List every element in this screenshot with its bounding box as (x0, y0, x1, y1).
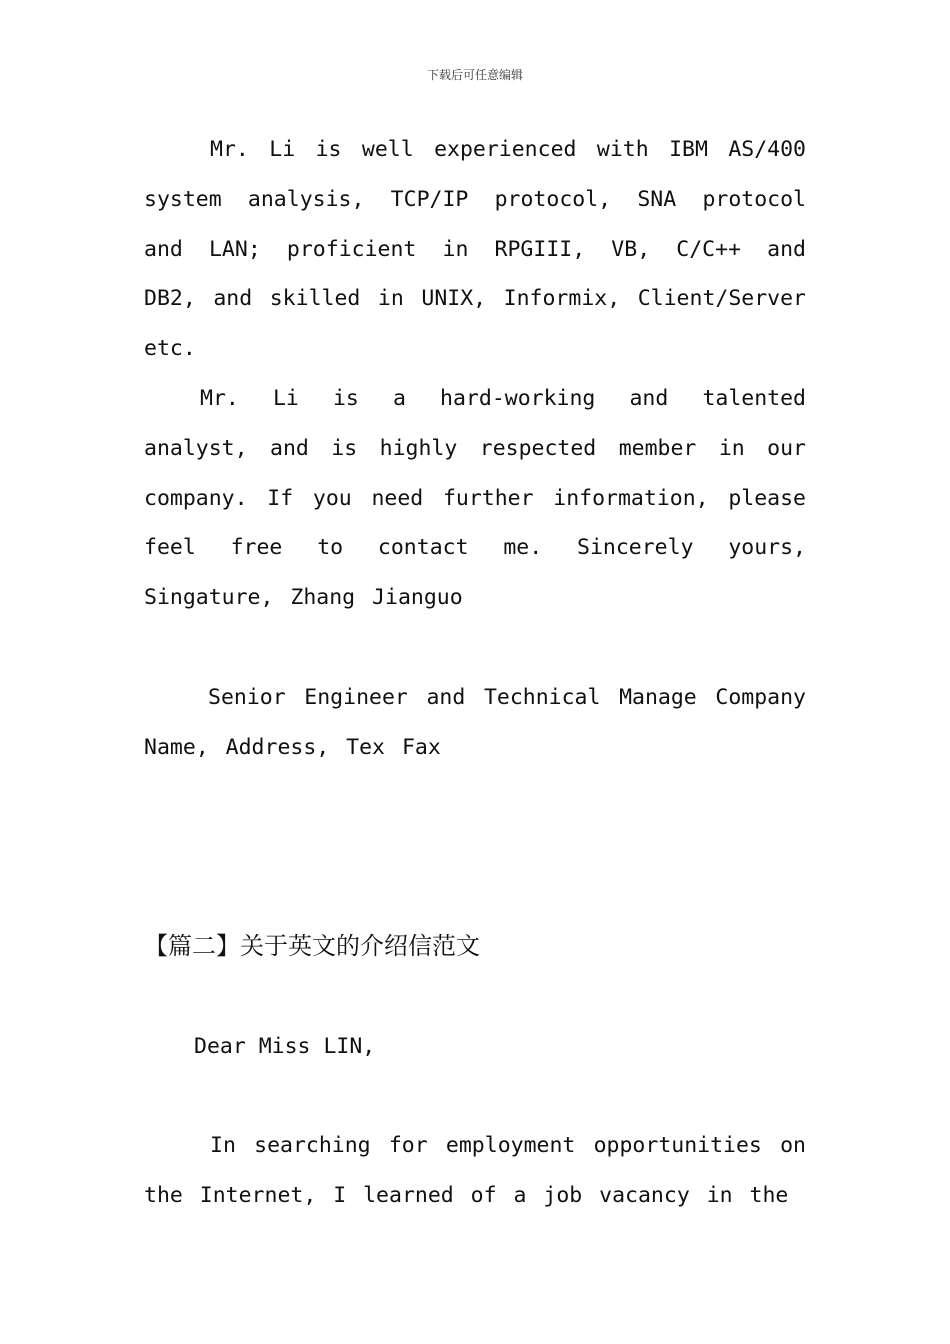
paragraph-recommendation: Mr. Li is a hard-working and talented analyst, and is highly respected member in our company. If you need further information, please feel free to contact me. Sincerely yours, Singature, Zhang Jianguo (144, 386, 806, 611)
paragraph-experience: Mr. Li is well experienced with IBM AS/400 system analysis, TCP/IP protocol, SNA protocol and LAN; proficient in RPGIII, VB, C/C++ and DB2, and skilled in UNIX, Informix, Client/Server etc. (144, 137, 806, 362)
page-header: 下载后可任意编辑 (426, 68, 523, 82)
letter-salutation: Dear Miss LIN, (194, 1034, 376, 1059)
paragraph-signature-block: Senior Engineer and Technical Manage Company Name, Address, Tex Fax (144, 685, 806, 760)
section-heading: 【篇二】关于英文的介绍信范文 (144, 932, 480, 960)
paragraph-letter-intro: In searching for employment opportunities on the Internet, I learned of a job vacancy in the (144, 1133, 806, 1208)
